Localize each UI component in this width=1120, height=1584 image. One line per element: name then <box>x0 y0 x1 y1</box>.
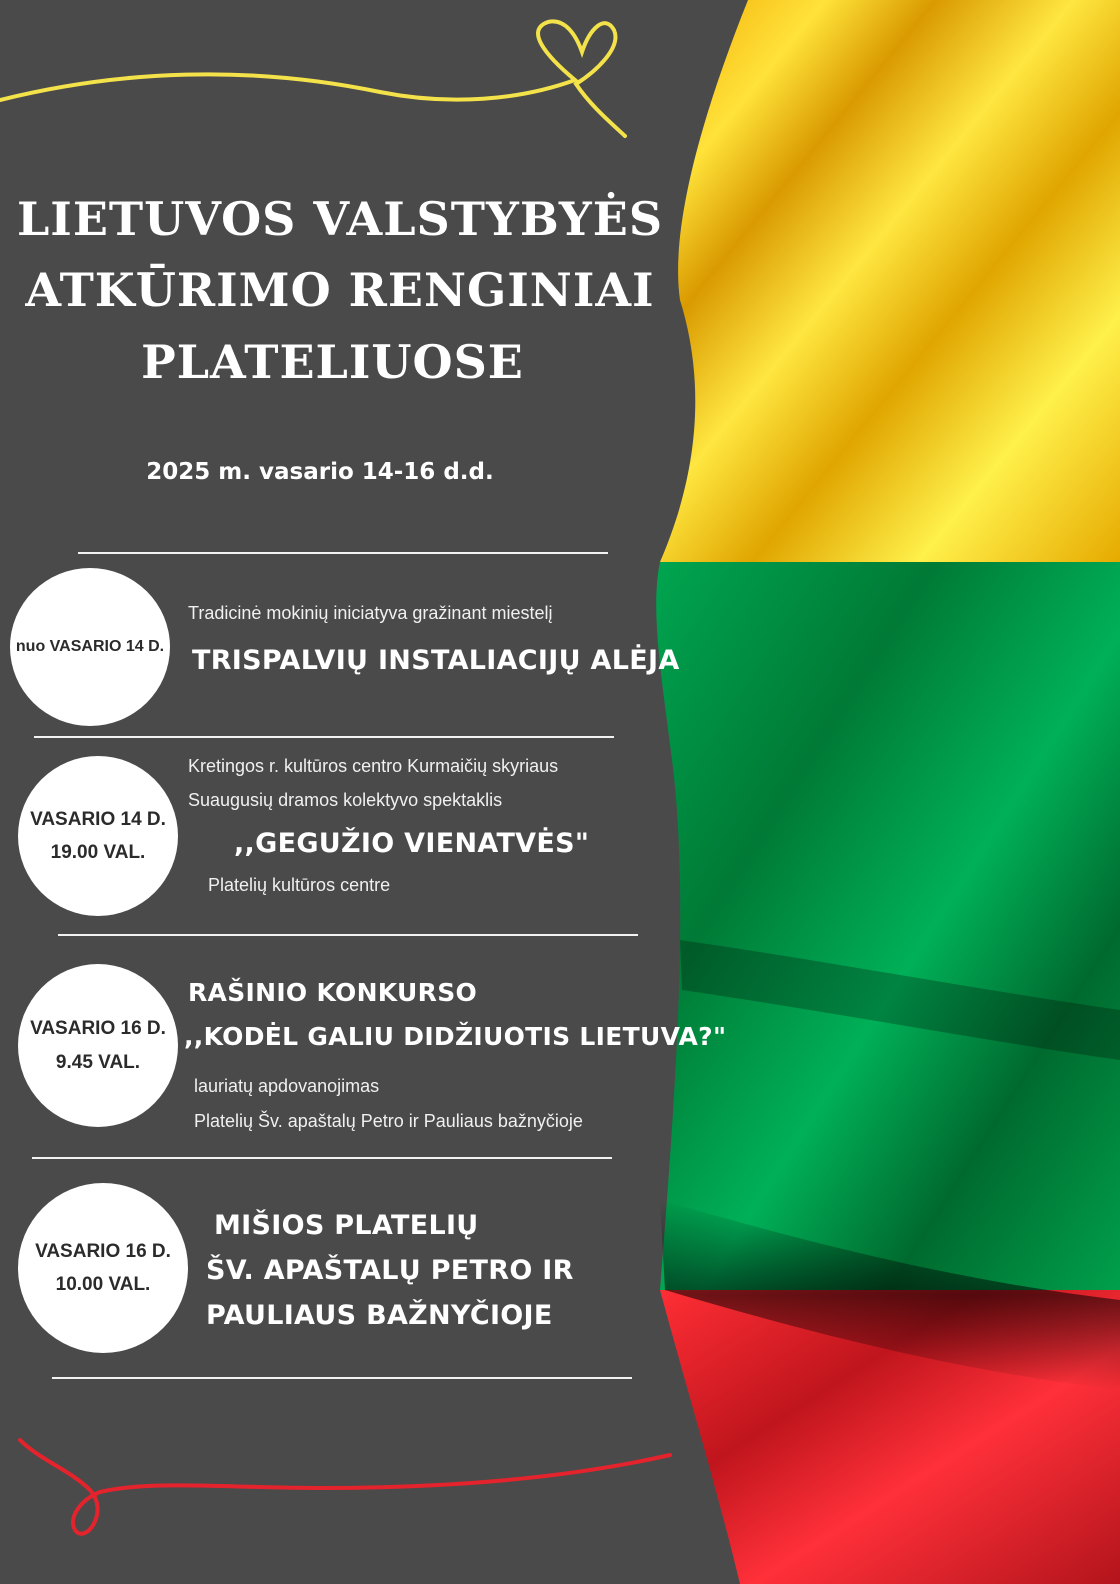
event-2-headline: ,,GEGUŽIO VIENATVĖS" <box>234 828 590 859</box>
title-line-1: LIETUVOS VALSTYBYĖS <box>16 192 664 246</box>
event-2-date: VASARIO 14 D. <box>30 808 166 830</box>
event-3-headline-1: RAŠINIO KONKURSO <box>188 978 478 1007</box>
event-2-date-circle <box>18 756 178 916</box>
event-2-time: 19.00 VAL. <box>50 842 146 863</box>
event-3-date: VASARIO 16 D. <box>30 1018 166 1040</box>
event-2-place: Platelių kultūros centre <box>208 875 391 895</box>
event-4-date: VASARIO 16 D. <box>35 1240 171 1262</box>
event-3-place: Platelių Šv. apaštalų Petro ir Pauliaus bažnyčioje <box>194 1111 583 1131</box>
divider-1 <box>78 552 608 554</box>
event-4-time: 10.00 VAL. <box>55 1274 151 1295</box>
event-2-organizer: Kretingos r. kultūros centro Kurmaičių skyriaus <box>188 756 559 776</box>
event-3-headline-2: ,,KODĖL GALIU DIDŽIUOTIS LIETUVA?" <box>184 1022 727 1051</box>
event-3-note: lauriatų apdovanojimas <box>194 1076 380 1096</box>
event-1-headline: TRISPALVIŲ INSTALIACIJŲ ALĖJA <box>192 645 680 676</box>
event-2-description: Suaugusių dramos kolektyvo spektaklis <box>188 790 503 810</box>
event-3-date-circle <box>18 964 178 1127</box>
title-line-3: PLATELIUOSE <box>141 335 524 389</box>
event-4-date-circle <box>18 1183 188 1353</box>
divider-4 <box>32 1157 612 1159</box>
event-4-headline-1: MIŠIOS PLATELIŲ <box>214 1210 479 1241</box>
event-4-headline-2: ŠV. APAŠTALŲ PETRO IR <box>206 1255 574 1286</box>
event-1-date-circle <box>10 568 170 726</box>
event-1-lead: Tradicinė mokinių iniciatyva gražinant miestelį <box>188 603 553 623</box>
event-4-headline-3: PAULIAUS BAŽNYČIOJE <box>206 1300 553 1331</box>
divider-3 <box>58 934 638 936</box>
divider-5 <box>52 1377 632 1379</box>
event-3-time: 9.45 VAL. <box>55 1051 141 1073</box>
title-line-2: ATKŪRIMO RENGINIAI <box>25 263 655 317</box>
event-1-date: nuo VASARIO 14 D. <box>15 638 165 655</box>
divider-2 <box>34 736 614 738</box>
event-date-range: 2025 m. vasario 14-16 d.d. <box>146 459 494 485</box>
